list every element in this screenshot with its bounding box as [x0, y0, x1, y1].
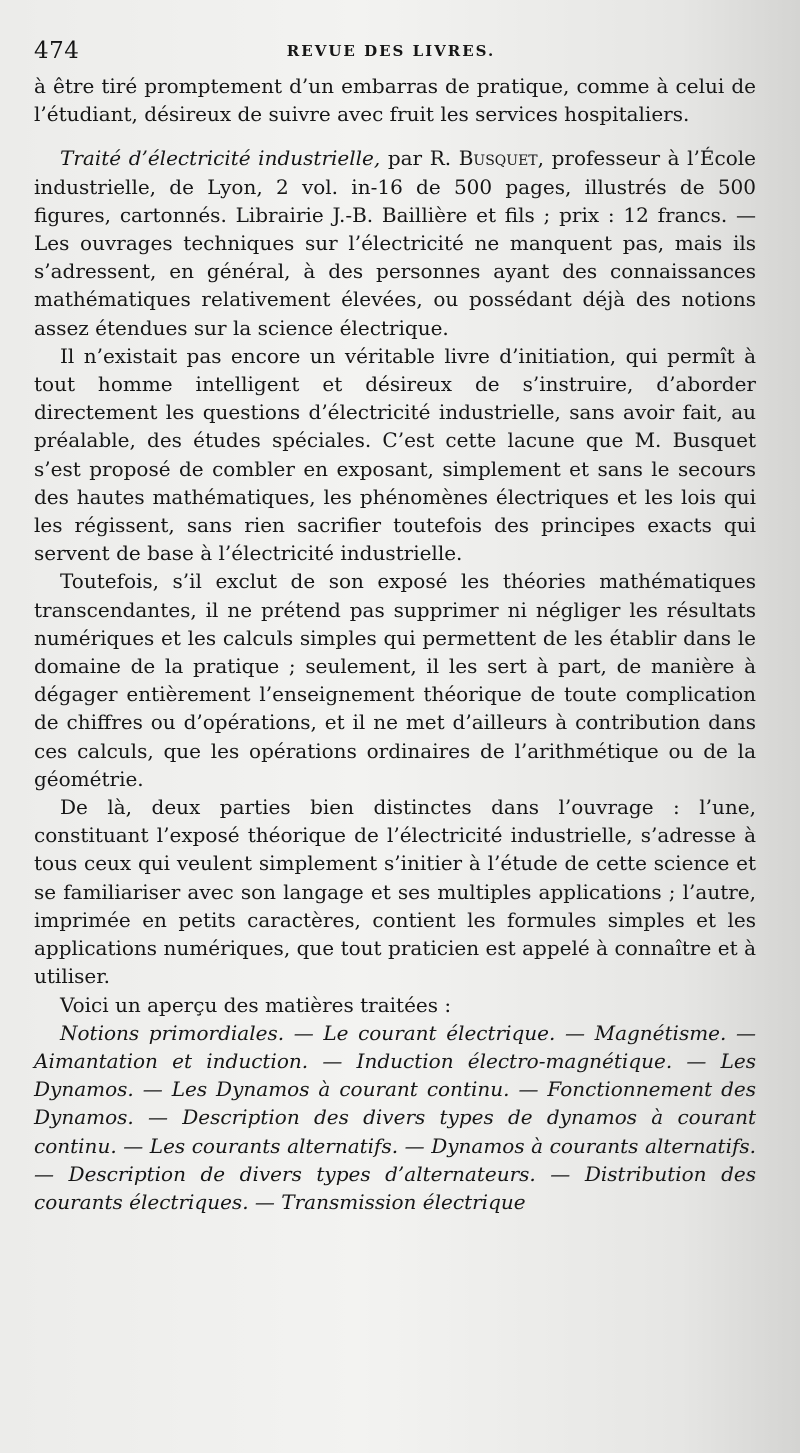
- running-head: REVUE DES LIVRES.: [286, 42, 496, 60]
- review-details: , professeur à l’École industrielle, de Lyon, 2 vol. in-16 de 500 pages, illustrés de 500 figures, cartonnés. Librairie J.-B. Baillière et fils ; prix : 12 francs. — Les ouvrages techniques sur l’électricité ne manquent pas, mais ils s’adressent, en général, à des personnes ayant des connaissances mathématiques relativement élevées, ou possédant déjà des notions assez étendues sur la science électrique.: [34, 146, 756, 340]
- book-title: Traité d’électricité industrielle,: [60, 146, 381, 171]
- review-by: par: [380, 146, 430, 171]
- paragraph-continuation: à être tiré promptement d’un embarras de pratique, comme à celui de l’étudiant, désireux de suivre avec fruit les services hospitaliers.: [34, 74, 756, 127]
- review-paragraph: [34, 144, 756, 341]
- paragraph-theory: Toutefois, s’il exclut de son exposé les théories mathématiques transcendantes, il ne prétend pas supprimer ni négliger les résultats numériques et les calculs simples qui permettent de les établir dans le domaine de la pratique ; seulement, il les sert à part, de manière à dégager entièrement l’enseignement théorique de toute complication de chiffres ou d’opérations, et il ne met d’ailleurs à contribution dans ces calculs, que les opérations ordinaires de l’arithmétique ou de la géométrie.: [34, 569, 756, 791]
- paragraph-overview-intro: Voici un aperçu des matières traitées :: [60, 992, 452, 1017]
- page-body: [34, 72, 756, 1216]
- paragraph-two-parts: De là, deux parties bien distinctes dans l’ouvrage : l’une, constituant l’exposé théorique de l’électricité industrielle, s’adresse à tous ceux qui veulent simplement s’initier à l’étude de cette science et se familiariser avec son langage et ses multiples applications ; l’autre, imprimée en petits caractères, contient les formules simples et les applications numériques, que tout praticien est appelé à connaître et à utiliser.: [34, 795, 756, 989]
- author-name: Busquet: [458, 146, 538, 171]
- author-initial: R.: [429, 146, 459, 171]
- topics-list: Notions primordiales. — Le courant électrique. — Magnétisme. — Aimantation et induction. — Induction électro-magnétique. — Les Dynamos. — Les Dynamos à courant continu. — Fonctionnement des Dynamos. — Description des divers types de dynamos à courant continu. — Les courants alternatifs. — Dynamos à courants alternatifs. — Description de divers types d’alternateurs. — Distribution des courants électriques. — Transmission électrique: [34, 1020, 756, 1214]
- paragraph-initiation: Il n’existait pas encore un véritable livre d’initiation, qui permît à tout homme intelligent et désireux de s’instruire, d’aborder directement les questions d’électricité industrielle, sans avoir fait, au préalable, des études spéciales. C’est cette lacune que M. Busquet s’est proposé de combler en exposant, simplement et sans le secours des hautes mathématiques, les phénomènes électriques et les lois qui les régissent, sans rien sacrifier toutefois des principes exacts qui servent de base à l’électricité industrielle.: [34, 343, 756, 566]
- page-header: [34, 28, 748, 68]
- page-number: 474: [34, 38, 80, 64]
